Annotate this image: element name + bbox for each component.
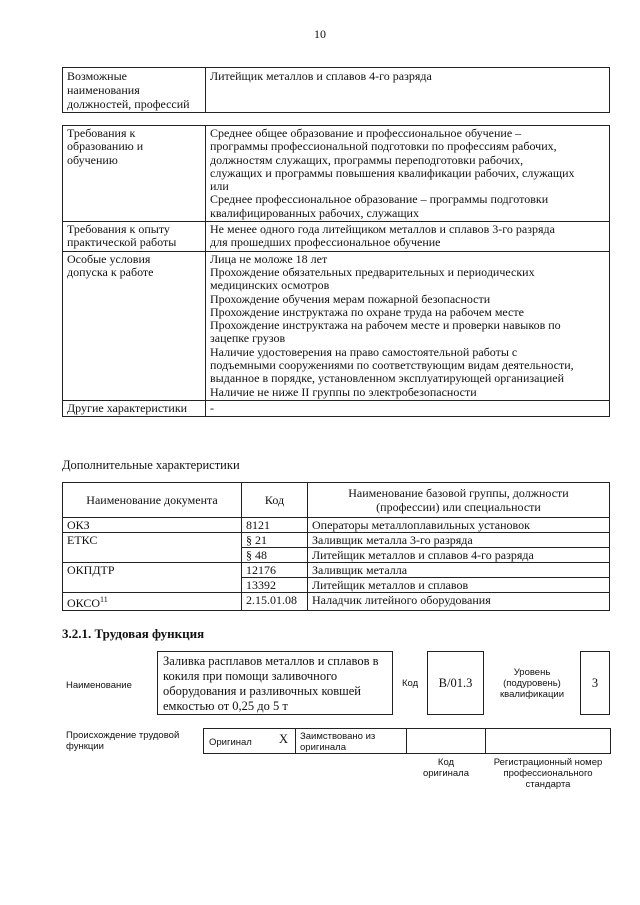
- cell-name: Заливщик металла 3-го разряда: [308, 533, 610, 548]
- label-line: наименования: [67, 83, 140, 97]
- text-line: служащих и программы повышения квалификации рабочих, служащих: [210, 165, 575, 180]
- borrowed-label: [300, 731, 375, 753]
- label-line: квалификации: [499, 689, 565, 700]
- label-line: обучению: [67, 152, 118, 167]
- cell-code: 13392: [242, 578, 308, 593]
- cell-name: Наладчик литейного оборудования: [308, 593, 610, 611]
- table-row: [63, 518, 610, 533]
- code-value-box: В/01.3: [427, 651, 484, 715]
- text-line: или: [210, 179, 229, 194]
- text-line: Наличие не ниже II группы по электробезопасности: [210, 384, 477, 399]
- cell-code: 2.15.01.08: [242, 593, 308, 611]
- reg-number-cell: [485, 728, 611, 754]
- original-label: Оригинал: [209, 737, 252, 748]
- label-line: Возможные: [67, 69, 127, 83]
- text-line: медицинских осмотров: [210, 278, 330, 293]
- special-conditions-label: [63, 251, 206, 400]
- label-line: функции: [66, 741, 104, 752]
- original-cell: [203, 728, 296, 754]
- cell-code: 12176: [242, 563, 308, 578]
- text-line: Прохождение обязательных предварительных и периодических: [210, 264, 535, 279]
- table-row: [63, 251, 610, 400]
- function-name-box: [157, 651, 393, 715]
- text-line: кокиля при помощи заливочного: [163, 669, 338, 683]
- label-line: Код: [437, 757, 455, 768]
- original-mark: X: [279, 732, 289, 746]
- borrowed-cell: [295, 728, 407, 754]
- experience-label: [63, 222, 206, 252]
- level-label: [489, 667, 575, 700]
- text-line: Не менее одного года литейщиком металлов и сплавов 3-го разряда: [210, 222, 555, 237]
- table-row: [63, 563, 610, 578]
- education-value: [206, 126, 610, 222]
- column-header-doc: Наименование документа: [63, 483, 242, 518]
- text-line: подъемными сооружениями по соответствующим видам деятельности,: [210, 358, 574, 373]
- label-line: стандарта: [525, 779, 571, 790]
- text-line: квалифицированных рабочих, служащих: [210, 205, 419, 220]
- label-line: профессионального: [503, 768, 593, 779]
- text-line: зацепке грузов: [210, 331, 286, 346]
- cell-doc: ОКЗ: [63, 518, 242, 533]
- cell-name: Заливщик металла: [308, 563, 610, 578]
- table-row: [63, 126, 610, 222]
- text-line: выданное в порядке, установленном эксплуатирующей организацией: [210, 371, 565, 386]
- other-characteristics-label: Другие характеристики: [63, 400, 206, 416]
- text-line: емкостью от 0,25 до 5 т: [163, 699, 288, 713]
- cell-doc: [63, 593, 242, 611]
- table-row: [63, 593, 610, 611]
- text-line: Прохождение инструктажа по охране труда на рабочем месте: [210, 304, 524, 319]
- table-row: [63, 400, 610, 416]
- text-line: Заливка расплавов металлов и сплавов в: [163, 654, 379, 668]
- text-line: для прошедших профессиональное обучение: [210, 235, 441, 250]
- experience-value: [206, 222, 610, 252]
- text-line: Среднее профессиональное образование – программы подготовки: [210, 192, 549, 207]
- reg-number-label: [485, 757, 611, 790]
- level-value-box: 3: [580, 651, 610, 715]
- label-line: Заимствовано из: [300, 731, 376, 742]
- text-line: должностям служащих, программы переподготовки рабочих,: [210, 152, 524, 167]
- column-header-name: [308, 483, 610, 518]
- header-line: (профессии) или специальности: [376, 500, 541, 514]
- label-line: Требования к: [67, 126, 136, 140]
- possible-titles-value: Литейщик металлов и сплавов 4-го разряда: [206, 68, 610, 113]
- header-line: Наименование базовой группы, должности: [348, 486, 569, 500]
- cell-doc: ОКПДТР: [63, 563, 242, 593]
- section-title: 3.2.1. Трудовая функция: [62, 626, 205, 641]
- label-line: должностей, профессий: [67, 97, 190, 111]
- label-line: Требования к опыту: [67, 222, 170, 237]
- special-conditions-value: [206, 251, 610, 400]
- table-header-row: [63, 483, 610, 518]
- requirements-table: [62, 125, 610, 417]
- text-line: Прохождение обучения мерам пожарной безопасности: [210, 291, 491, 306]
- cell-code: § 21: [242, 533, 308, 548]
- additional-heading: Дополнительные характеристики: [62, 458, 240, 472]
- label-line: Особые условия: [67, 251, 151, 266]
- text-line: Среднее общее образование и профессиональное обучение –: [210, 126, 522, 140]
- label-line: образованию и: [67, 139, 144, 154]
- column-header-code: Код: [242, 483, 308, 518]
- text-line: оборудования и разливочных ковшей: [163, 684, 361, 698]
- label-line: оригинала: [300, 742, 347, 753]
- label-line: оригинала: [422, 768, 469, 779]
- origin-label: [66, 730, 179, 752]
- label-line: допуска к работе: [67, 264, 154, 279]
- additional-table: [62, 482, 610, 611]
- code-label: Код: [402, 678, 419, 689]
- footnote-mark: 11: [100, 595, 108, 604]
- code-original-cell: [406, 728, 486, 754]
- cell-name: Литейщик металлов и сплавов: [308, 578, 610, 593]
- doc-name: ОКСО: [67, 596, 101, 610]
- label-line: Уровень: [513, 667, 551, 678]
- other-characteristics-value: -: [206, 400, 610, 416]
- label-line: Регистрационный номер: [493, 757, 603, 768]
- possible-titles-label: [63, 68, 206, 113]
- table-row: [63, 533, 610, 548]
- text-line: программы профессиональной подготовки по профессиям рабочих,: [210, 139, 557, 154]
- page-number: 10: [314, 27, 326, 41]
- text-line: Прохождение инструктажа на рабочем месте и проверки навыков по: [210, 318, 561, 333]
- cell-code: § 48: [242, 548, 308, 563]
- cell-name: Операторы металлоплавильных установок: [308, 518, 610, 533]
- education-label: [63, 126, 206, 222]
- table-row: [63, 68, 610, 113]
- label-line: Происхождение трудовой: [66, 730, 180, 741]
- code-original-label: [406, 757, 486, 779]
- cell-doc: ЕТКС: [63, 533, 242, 563]
- cell-code: 8121: [242, 518, 308, 533]
- text-line: Наличие удостоверения на право самостоятельной работы с: [210, 344, 518, 359]
- label-line: практической работы: [67, 235, 177, 250]
- possible-titles-table: [62, 67, 610, 113]
- label-line: (подуровень): [503, 678, 561, 689]
- cell-name: Литейщик металлов и сплавов 4-го разряда: [308, 548, 610, 563]
- text-line: Лица не моложе 18 лет: [210, 251, 328, 266]
- name-label: Наименование: [66, 680, 132, 691]
- table-row: [63, 222, 610, 252]
